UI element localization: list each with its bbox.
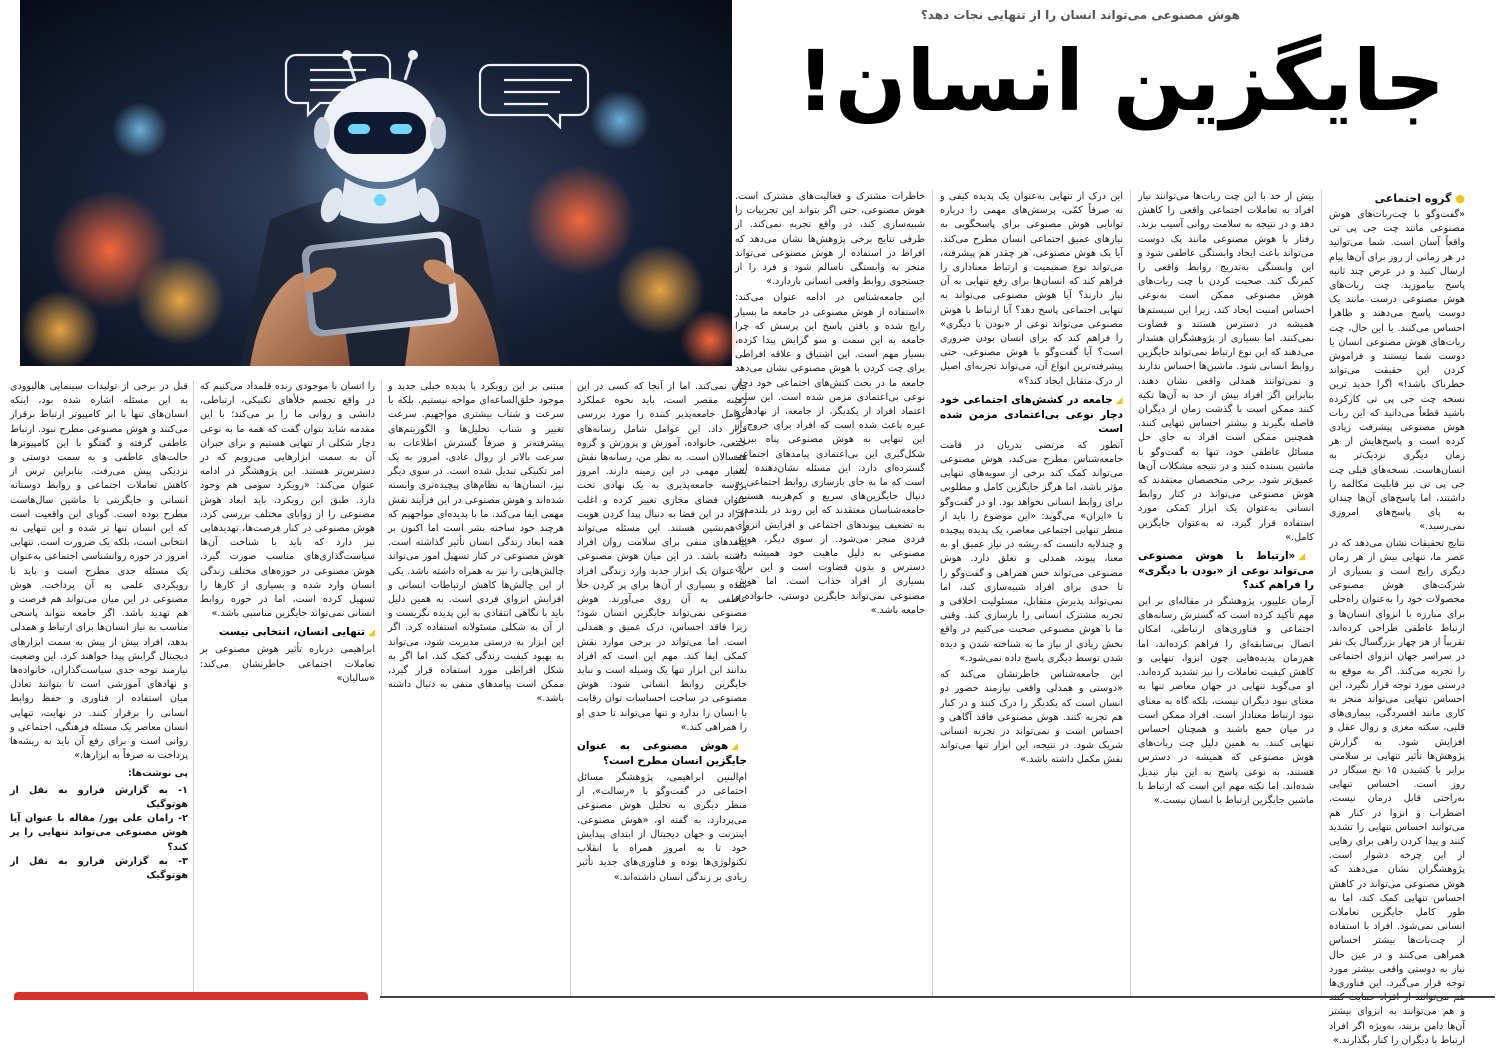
footnote-item: ۲- رامان علی پور/ مقاله با عنوان آیا هوش مصنوعی می‌تواند تنهایی را پر کند؟: [10, 813, 188, 853]
article-photo: [20, 0, 732, 366]
subheading-marker-icon: ◢: [368, 628, 375, 639]
column-7-paragraph-2: ابراهیمی درباره تأثیر هوش مصنوعی بر تعاملات اجتماعی خاطرنشان می‌کند: «سالیان»: [200, 644, 375, 684]
column-divider: [570, 380, 571, 996]
column-3-paragraph-3: این جامعه‌شناس خاطرنشان می‌کند که «دوستی و همدلی واقعی نیازمند حضور دو انسان است که یکدیگر را درک کنند و در کنار هم تجربه کنند. هوش مصنوعی فاقد آگاهی و احساس است و نمی‌تواند در تجربه انسانی شریک شود. در نتیجه، این ابزار تنها می‌تواند نقش مکمل داشته باشد.»: [940, 669, 1123, 766]
column-7-paragraph-1: را انسان با موجودی زنده قلمداد می‌کنیم که در واقع تجسم خلأهای تکنیکی، ارتباطی، دانشی و روانی ما را بر می‌کند؛ با این مقدمه شاید بتوان گفت که همه ما به نوعی دچار شکلی از تنهایی هستیم و برای جبران آن به سمت ابزارهایی می‌رویم که در دسترس‌تر هستند. این پژوهشگر در ادامه عنوان می‌کند: «رویکرد سومی هم وجود دارد. طبق این رویکرد، باید ابعاد هوش مصنوعی را از زوایای مختلف بررسی کرد. هوش مصنوعی در کنار فرصت‌ها، تهدیدهایی نیز دارد که باید با شناخت آن‌ها سیاست‌گذاری‌های مناسب صورت گیرد. هوش مصنوعی در حوزه‌های مختلف زندگی انسان وارد شده و بسیاری از کارها را تسهیل کرده است، اما در حوزه روابط انسانی نمی‌تواند جایگزین مناسبی باشد.»: [200, 381, 375, 620]
column-8-paragraph-1: قبل در برخی از تولیدات سینمایی هالیوودی به این مسئله اشاره شده بود، اینکه انسان‌های تنها با ابر کامپیوتر ارتباط برقرار می‌کنند و هوش مصنوعی مطرح نبود. ارتباط عاطفی گرفته و گفتگو با این کامپیوترها حالت‌های عاطفی و به سمت دوستی و نزدیکی پیش می‌رفت. بنابراین ترس از کاهش تعاملات اجتماعی و روابط دوستانه انسانی و جایگزینی با ماشین سال‌هاست مطرح بوده است. گویای این واقعیت است که این انسان تنها تر شده و این تنهایی نه انتخابی است، بلکه یک ضرورت است. تنهایی امروز در حوزه روانشناسی اجتماعی به‌عنوان یک مسئله جدی مطرح است و باید با رویکردی علمی به آن پرداخت. هوش مصنوعی در این میان می‌تواند هم فرصت و هم تهدید باشد. اگر جامعه نتواند پاسخی مناسب به نیاز انسان‌ها برای ارتباط و همدلی بدهد، افراد بیش از پیش به سمت ابزارهای دیجیتال گرایش پیدا خواهند کرد. این وضعیت نیازمند توجه جدی سیاست‌گذاران، خانواده‌ها و نهادهای آموزشی است تا بتوانند تعادل میان استفاده از فناوری و حفظ روابط انسانی را برقرار کنند. در نهایت، تنهایی انسان معاصر یک مسئله فرهنگی، اجتماعی و روانی است و برای رفع آن باید به ریشه‌ها پرداخت نه صرفاً به ابزارها.»: [10, 381, 188, 762]
column-2: [1138, 190, 1314, 998]
column-5-subheading: ◢هوش مصنوعی به عنوان جایگزین انسان مطرح است؟: [577, 740, 748, 768]
byline-marker-icon: ●: [1455, 192, 1465, 205]
column-2-subheading: ◢«ارتباط با هوش مصنوعی می‌تواند نوعی از «بودن با دیگری» را فراهم کند؟: [1138, 550, 1315, 592]
column-divider: [1130, 190, 1131, 996]
column-4-paragraph-1: خاطرات مشترک و فعالیت‌های مشترک است. هوش مصنوعی، حتی اگر بتواند این تجربیات را شبیه‌سازی کند، در واقع تجربه نمی‌کند. از طرفی نتایج برخی پژوهش‌ها نشان می‌دهد که افراط در استفاده از هوش مصنوعی می‌تواند منجر به وابستگی ناسالم شود و فرد را از جستجوی روابط واقعی انسانی بازدارد.»: [735, 191, 925, 288]
bottom-red-bar: [14, 992, 368, 1000]
column-divider: [381, 380, 382, 996]
column-1-paragraph-1: «گفت‌وگو با چت‌ربات‌های هوش مصنوعی مانند چت جی پی تی واقعاً آسان است. شما می‌توانید در هر زمانی از روز برای آن‌ها پیام ارسال کنید و در عرض چند ثانیه پاسخ بیاموزید. چت ربات‌های هوش مصنوعی درست مانند یک دوست پاسخ می‌دهند و ظاهرا احساس می‌کنند. با این حال، چت ربات‌های هوش مصنوعی انسان یا دوست شما نیستند و فراموش کردن این حقیقت می‌تواند خطرناک باشد!» اگرا حدید ترین نسخه چت جی پی تی کارکرده باشید قطعاً می‌دانید که این ربات هوش مصنوعی پیشرفت زیادی کرده است و پاسخ‌هایش از هر زمان دیگری نزدیک‌تر به انسان‌هاست. نسخه‌های قبلی چت جی پی تی نیز قابلیت مکالمه را داشتند، اما پاسخ‌های آن‌ها چندان به پای پاسخ‌های امروزی نمی‌رسید.»: [1329, 209, 1465, 533]
footnotes-list: [10, 784, 188, 883]
footnote-item: ۳- به گزارش فرارو به نقل از هوتوگیک: [10, 855, 188, 881]
subheading-marker-icon: ◢: [1115, 395, 1123, 406]
column-4-paragraph-2: این جامعه‌شناس در ادامه عنوان می‌کند: «استفاده از هوش مصنوعی در جامعه ما بسیار رایج شده و یافتن پاسخ این پرسش که چرا جامعه به این سمت و سو گرایش پیدا کرده، بسیار مهم است. این اشتیاق و علاقه افراطی برای چت کردن با هوش مصنوعی نشان می‌دهد جامعه ما در بحث کنش‌های اجتماعی خود دچار نوعی بی‌اعتمادی مزمن شده است. این سلب اعتماد افراد از یکدیگر، از جامعه، از نهادها و غیره باعث شده است که افراد برای خروج از این تنهایی به هوش مصنوعی پناه ببرند. شکل‌گیری این بی‌اعتمادی پیامدهای اجتماعی گسترده‌ای دارد. این مسئله نشان‌دهنده این است که ما به جای بازسازی روابط اجتماعی به دنبال جایگزین‌های سریع و کم‌هزینه هستیم. جامعه‌شناسان معتقدند که این روند در بلندمدت به تضعیف پیوندهای اجتماعی و افزایش انزوای فردی منجر می‌شود. از سوی دیگر، هوش مصنوعی به دلیل ماهیت خود همیشه در دسترس و بدون قضاوت است و این برای بسیاری از افراد جذاب است. اما هوش مصنوعی نمی‌تواند جایگزین دوستی، خانواده و جامعه باشد.»: [735, 292, 925, 616]
footnotes-title: پی نوشت‌ها:: [128, 768, 188, 780]
column-5-paragraph-1: بیان نمی‌کند. اما از آنجا که کسی در این زمینه مقصر است، باید نحوه عملکرد عوامل جامعه‌پذیر کننده را مورد بررسی قرار داد. این عوامل شامل رسانه‌های جمعی، خانواده، آموزش و پرورش و گروه همسالان است. به نظر من، رسانه‌ها نقش بسیار مهمی در این زمینه دارند. امروز پروسه جامعه‌پذیری به یک نهادی تحت عنوان فضای مجازی تغییر کرده و اغلب افراد در این فضا به دنبال پیدا کردن هویت و هم‌نشین هستند. این مسئله می‌تواند پیامدهای منفی برای سلامت روان افراد داشته باشد. در این میان هوش مصنوعی به عنوان یک ابزار جدید وارد زندگی افراد شده و بسیاری از آن‌ها برای پر کردن خلأ عاطفی به آن روی می‌آورند. هوش مصنوعی نمی‌تواند جایگزین انسان شود؛ زیرا فاقد احساس، درک عمیق و همدلی است. اما می‌تواند در برخی موارد نقش کمکی ایفا کند. مهم این است که افراد بدانند این ابزار تنها یک وسیله است و نباید جایگزین روابط انسانی شود. هوش مصنوعی در ساحت احساسات توان رقابت با انسان را ندارد و تنها می‌تواند تا حدی او را همراهی کند.»: [577, 381, 747, 733]
column-3-paragraph-2: آنطور که مرتضی بدریان در قامت جامعه‌شناس مطرح می‌کند، هوش مصنوعی می‌تواند کمک کند برخی از سویه‌های تنهایی مؤثر باشد، اما هرگز جایگزین کامل و مطلوبی برای روابط انسانی نخواهد بود. او در گفت‌وگو با «ایران» می‌گوید: «این موضوع را باید از منظر تنهایی اجتماعی معاصر، یک پدیده پیچیده و چندلایه دانست که ریشه در نیاز عمیق او به معنا، پیوند، همدلی و تعلق دارد. هوش مصنوعی می‌تواند حس همراهی و گفت‌وگو را تا حدی برای افراد شبیه‌سازی کند، اما نمی‌تواند پذیرش متقابل، مسئولیت اخلاقی و تجربه مشترک انسانی را بازسازی کند. وقتی ما با هوش مصنوعی صحبت می‌کنیم در واقع بخش زیادی از نیاز ما به شناخته شدن و دیده شدن توسط دیگری پاسخ داده نمی‌شود.»: [940, 439, 1123, 664]
column-6-paragraph-1: مبتنی بر این رویکرد با پدیده خیلی جدید و موجود خلق‌الساعه‌ای مواجه نیستیم. بلکه با سرعت و شتاب بیشتری مواجهیم. سرعت تغییر و شتاب تحلیل‌ها و الگوریتم‌های پیشرفته‌تر و صرفاً گسترش اطلاعات به سرعت بالاتر از روال عادی، امروز به یک امر تکنیکی تبدیل شده است. در سوی دیگر نیز، انسان‌ها به نظام‌های پیچیده‌تری وابسته شده‌اند و هوش مصنوعی در این فرآیند نقش مهمی ایفا می‌کند. ما با پدیده‌ای مواجهیم که هرچند خود ساخته بشر است اما اکنون بر همه ابعاد زندگی انسان تأثیر گذاشته است. هوش مصنوعی در کنار تسهیل امور می‌تواند چالش‌هایی را نیز به همراه داشته باشد. یکی از این چالش‌ها کاهش ارتباطات انسانی و افزایش انزوای فردی است. به همین دلیل باید با نگاهی انتقادی به این پدیده نگریست و از آن به شکلی مسئولانه استفاده کرد. اگر این ابزار به درستی مدیریت شود، می‌تواند به بهبود کیفیت زندگی کمک کند، اما اگر به شکل افراطی مورد استفاده قرار گیرد، ممکن است پیامدهای منفی به دنبال داشته باشد.»: [388, 381, 564, 705]
byline: [1329, 192, 1465, 208]
column-3-paragraph-1: این درک از تنهایی به‌عنوان یک پدیده کیفی و نه صرفاً کمّی، پرسش‌های مهمی را درباره توانایی هوش مصنوعی برای پاسخگویی به نیازهای عمیق اجتماعی انسان مطرح می‌کند. آیا یک هوش مصنوعی، هر چقدر هم پیشرفته، می‌تواند نوع صمیمیت و ارتباط معناداری را فراهم کند که انسان‌ها برای رفع تنهایی به آن نیاز دارند؟ آیا هوش مصنوعی می‌تواند به تنهایی اجتماعی پاسخ دهد؟ آیا ارتباط با هوش مصنوعی می‌تواند نوعی از «بودن با دیگری» را فراهم کند که برای انسان بودن ضروری است؟ آیا گفت‌وگو با هوش مصنوعی، حتی پیشرفته‌ترین انواع آن، می‌تواند تجربه‌ای اصیل از درک متقابل ایجاد کند؟»: [940, 191, 1123, 387]
column-1: [1329, 208, 1465, 1046]
column-divider: [932, 190, 933, 996]
article-headline: جایگزین انسان!: [796, 32, 1445, 130]
column-4: [735, 190, 925, 616]
column-6: [388, 380, 564, 998]
column-2-paragraph-2: آرمان علیپور، پژوهشگر در مقاله‌ای بر این مهم تأکید کرده است که گسترش رسانه‌های اجتماعی و فناوری‌های ارتباطی، امکان اتصال بی‌سابقه‌ای را فراهم کرده‌اند، اما هم‌زمان پدیده‌هایی چون انزوا، تنهایی و کاهش کیفیت تعاملات را نیز تشدید کرده‌اند. او می‌گوید تنهایی در جهان معاصر تنها به معنای نبود دیگران نیست، بلکه گاه به معنای نبود ارتباط معنادار است. افراد ممکن است در میان جمع باشند و همچنان احساس تنهایی کنند. به همین دلیل چت ربات‌های هوش مصنوعی که همیشه در دسترس هستند، به نوعی پاسخ به این نیاز تبدیل شده‌اند. اما نکته مهم این است که ارتباط با ماشین جایگزین ارتباط با انسان نیست.»: [1138, 596, 1314, 806]
chatbot-robot-illustration: [20, 0, 732, 366]
column-5-text: [577, 380, 747, 998]
bottom-rule: [380, 996, 1495, 998]
column-3-subheading: ◢جامعه در کشش‌های اجتماعی خود دچار نوعی بی‌اعتمادی مزمن شده است: [940, 393, 1123, 435]
column-5-paragraph-2: ام‌البنین ابراهیمی، پژوهشگر مسائل اجتماعی در گفت‌وگو با «رسالت»، از منظر دیگری به تحلیل هوش مصنوعی می‌پردازد. به گفته او، «هوش مصنوعی، اینترنت و جهان دیجیتال از ابتدای پیدایش خود تا به امروز همراه با انقلاب تکنولوژی‌ها بوده و فناوری‌های جدید تأثیر زیادی بر زندگی انسان داشته‌اند.»: [577, 772, 747, 883]
byline-text: گروه اجتماعی: [1374, 192, 1452, 205]
column-7-subheading: ◢تنهایی انسان، انتخابی نیست: [218, 626, 375, 639]
column-8: [10, 380, 188, 980]
footnote-item: ۱- به گزارش فرارو به نقل از هوتوگیک: [10, 784, 188, 810]
column-divider: [193, 380, 194, 996]
column-1-paragraph-2: نتایج تحقیقات نشان می‌دهد که در عصر ما، تنهایی بیش از هر زمان دیگری رایج است و بسیاری از شرکت‌های هوش مصنوعی محصولات خود را به‌عنوان راه‌حلی برای مبارزه با انزوای انسان‌ها و ارتباط عاطفی طراحی کرده‌اند. تقریباً از هر چهار بزرگسال یک نفر در سراسر جهان انزوای اجتماعی را تجربه می‌کند. اگر به موقع به درستی مورد توجه قرار نگیرد، این احساس تنهایی می‌تواند منجر به کاری مانند افسردگی، بیماری‌های قلبی، سکته مغزی و زوال عقل و افزایش شود. به گزارش پژوهش‌ها تأثیر تنهایی بر سلامتی برابر با کشیدن ۱۵ نخ سیگار در روز است. احساس تنهایی به‌راحتی قابل درمان نیست. اضطراب و انزوا در کنار هم می‌توانند احساس تنهایی را تشدید کنند و پیدا کردن راهی برای رهایی از این چرخه دشوار است. پژوهشگران نشان می‌دهند که هوش مصنوعی می‌تواند در کاهش احساس تنهایی کمک کند، اما به طور کامل جایگزین تعاملات انسانی نمی‌شود. افراد با استفاده از چت‌بات‌ها بیشتر احساس همراهی می‌کنند و در عین حال نیاز به دوستی واقعی بیشتر مورد توجه قرار می‌گیرد. این فناوری‌ها و هم می‌توانند به انزوای بیشتر آن‌ها دامن بزنند، به‌ویژه اگر افراد ارتباط با دیگران را کنار بگذارند.»: [1329, 537, 1465, 1046]
column-7: [200, 380, 375, 998]
column-2-paragraph-1: بیش از حد با این چت ربات‌ها می‌توانند نیاز افراد به تعاملات اجتماعی واقعی را کاهش دهد و در نتیجه به سلامت روانی آسیب بزند. رفتار با هوش مصنوعی مانند یک دوست می‌تواند باعث ایجاد وابستگی عاطفی شود و این وابستگی به‌تدریج روابط واقعی را کمرنگ کند. صحبت کردن با چت ربات‌های هوش مصنوعی ممکن است به‌نوعی احساس امنیت ایجاد کند، زیرا این سیستم‌ها همیشه در دسترس هستند و قضاوت نمی‌کنند. اما بسیاری از پژوهشگران هشدار می‌دهند که این نوع ارتباط نمی‌تواند جایگزین روابط انسانی شود. ماشین‌ها احساس ندارند و نمی‌توانند همدلی واقعی نشان دهند. بنابراین اگر افراد بیش از حد به آن‌ها تکیه کنند ممکن است با گذشت زمان از دیگران فاصله بگیرند و بیشتر احساس تنهایی کنند. همچنین ممکن است افراد به جای حل مسائل عاطفی خود، تنها به گفت‌وگو با ماشین بسنده کنند و در نتیجه مشکلات آن‌ها عمیق‌تر شود. برخی متخصصان معتقدند که هوش مصنوعی می‌تواند در کنار روابط انسانی به‌عنوان یک ابزار کمکی مورد استفاده قرار گیرد، نه به‌عنوان جایگزین کامل.»: [1138, 191, 1314, 543]
subheading-marker-icon: ◢: [1298, 552, 1315, 563]
article-kicker: هوش مصنوعی می‌تواند انسان را از تنهایی نجات دهد؟: [920, 8, 1240, 22]
column-3: [940, 190, 1123, 998]
column-divider: [1321, 190, 1322, 996]
subheading-marker-icon: ◢: [731, 742, 748, 753]
